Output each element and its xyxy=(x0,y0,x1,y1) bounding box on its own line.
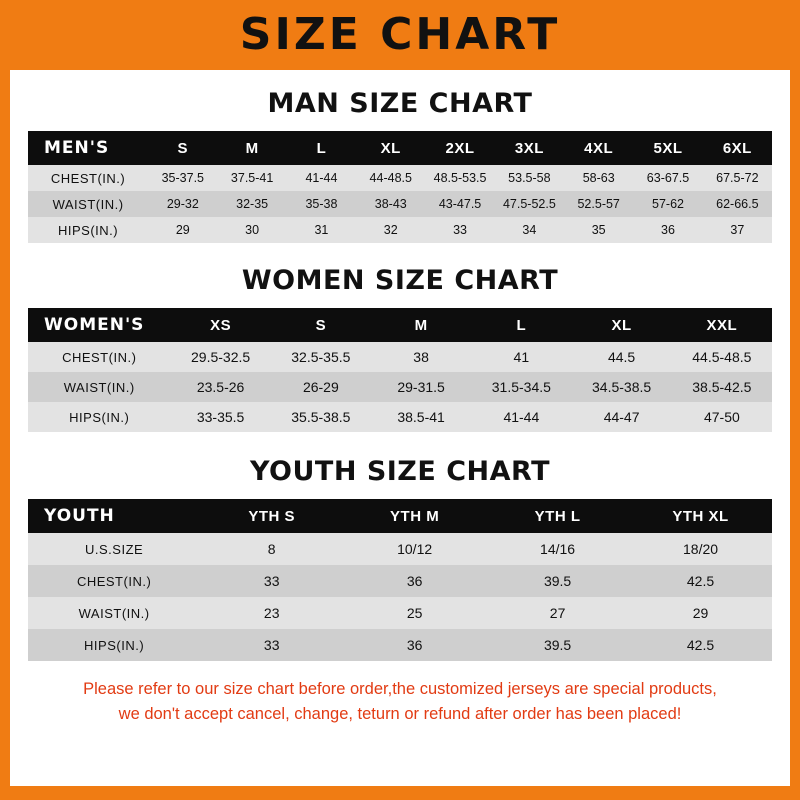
women-row-label: HIPS(IN.) xyxy=(69,409,130,425)
youth-header-cell: YTH S xyxy=(200,499,343,533)
men-table-body xyxy=(28,165,772,243)
women-cell: 38 xyxy=(413,349,429,365)
women-section-title: WOMEN SIZE CHART xyxy=(241,265,559,296)
men-cell: 32-35 xyxy=(236,197,269,211)
men-cell: 31 xyxy=(314,223,329,237)
men-cell: 52.5-57 xyxy=(577,197,620,211)
men-cell: 35-38 xyxy=(305,197,338,211)
men-table-head xyxy=(28,131,772,165)
men-header-cell: 3XL xyxy=(495,131,564,165)
women-table-head xyxy=(28,308,772,342)
youth-size-table xyxy=(28,499,772,661)
women-cell: 29-31.5 xyxy=(397,379,445,395)
women-cell: 38.5-41 xyxy=(397,409,445,425)
women-cell: 47-50 xyxy=(703,409,740,425)
youth-cell: 10/12 xyxy=(397,541,433,557)
youth-cell: 18/20 xyxy=(683,541,719,557)
youth-cell: 27 xyxy=(549,605,566,621)
men-cell: 29-32 xyxy=(166,197,199,211)
women-header-cell: L xyxy=(471,308,571,342)
men-header-label: MEN'S xyxy=(28,131,148,165)
men-cell: 44-48.5 xyxy=(369,171,412,185)
women-row-label: CHEST(IN.) xyxy=(62,349,137,365)
table-row xyxy=(28,597,772,629)
table-row xyxy=(28,629,772,661)
table-row xyxy=(28,165,772,191)
youth-cell: 23 xyxy=(263,605,280,621)
youth-row-label: CHEST(IN.) xyxy=(76,573,152,589)
men-cell: 62-66.5 xyxy=(716,197,759,211)
women-cell: 31.5-34.5 xyxy=(491,379,551,395)
men-header-cell: S xyxy=(148,131,217,165)
youth-cell: 29 xyxy=(692,605,709,621)
youth-cell: 39.5 xyxy=(543,573,572,589)
men-cell: 33 xyxy=(453,223,468,237)
table-row xyxy=(28,402,772,432)
table-row xyxy=(28,533,772,565)
women-cell: 44.5 xyxy=(607,349,636,365)
policy-note-line-2: we don't accept cancel, change, teturn or refund after order has been placed! xyxy=(118,704,682,723)
women-cell: 38.5-42.5 xyxy=(692,379,752,395)
men-cell: 53.5-58 xyxy=(508,171,551,185)
men-header-cell: 6XL xyxy=(703,131,772,165)
women-header-cell: S xyxy=(271,308,371,342)
women-cell: 32.5-35.5 xyxy=(291,349,351,365)
men-cell: 38-43 xyxy=(374,197,407,211)
table-header-row xyxy=(28,131,772,165)
men-row-label: CHEST(IN.) xyxy=(50,170,126,186)
table-header-row xyxy=(28,308,772,342)
man-section-title: MAN SIZE CHART xyxy=(267,88,533,119)
men-cell: 32 xyxy=(383,223,398,237)
women-row-label: WAIST(IN.) xyxy=(63,379,135,395)
women-header-label: WOMEN'S xyxy=(28,308,170,342)
youth-cell: 33 xyxy=(263,573,280,589)
women-cell: 35.5-38.5 xyxy=(291,409,351,425)
men-cell: 37 xyxy=(730,223,745,237)
youth-cell: 39.5 xyxy=(543,637,572,653)
youth-row-label: WAIST(IN.) xyxy=(78,605,150,621)
men-cell: 67.5-72 xyxy=(716,171,759,185)
men-header-cell: 5XL xyxy=(633,131,702,165)
page-banner xyxy=(0,0,800,70)
youth-table-head xyxy=(28,499,772,533)
women-header-cell: XS xyxy=(170,308,270,342)
youth-cell: 8 xyxy=(267,541,276,557)
women-cell: 44-47 xyxy=(603,409,640,425)
men-cell: 41-44 xyxy=(305,171,338,185)
men-header-cell: L xyxy=(287,131,356,165)
youth-row-label: U.S.SIZE xyxy=(85,541,144,557)
table-row xyxy=(28,191,772,217)
table-header-row xyxy=(28,499,772,533)
youth-cell: 36 xyxy=(406,573,423,589)
youth-header-cell: YTH XL xyxy=(629,499,772,533)
youth-header-label: YOUTH xyxy=(28,499,200,533)
men-cell: 34 xyxy=(522,223,537,237)
youth-table-body xyxy=(28,533,772,661)
men-header-cell: M xyxy=(217,131,286,165)
youth-cell: 42.5 xyxy=(686,573,715,589)
page-content xyxy=(10,88,790,727)
women-cell: 33-35.5 xyxy=(196,409,245,425)
women-cell: 41 xyxy=(513,349,530,365)
men-cell: 35 xyxy=(591,223,606,237)
table-row xyxy=(28,565,772,597)
men-cell: 36 xyxy=(661,223,675,237)
women-header-cell: XXL xyxy=(672,308,772,342)
men-cell: 63-67.5 xyxy=(646,171,690,185)
youth-cell: 36 xyxy=(406,637,423,653)
table-row xyxy=(28,217,772,243)
youth-section-title: YOUTH SIZE CHART xyxy=(249,456,551,487)
youth-cell: 25 xyxy=(406,605,423,621)
men-cell: 58-63 xyxy=(582,171,615,185)
table-row xyxy=(28,372,772,402)
men-cell: 43-47.5 xyxy=(438,197,482,211)
men-size-table xyxy=(28,131,772,243)
page-title: SIZE CHART xyxy=(239,9,561,60)
women-cell: 41-44 xyxy=(503,409,540,425)
bottom-accent-strip xyxy=(0,786,800,800)
women-cell: 26-29 xyxy=(302,379,339,395)
men-cell: 48.5-53.5 xyxy=(433,171,487,185)
women-header-cell: M xyxy=(371,308,471,342)
women-cell: 29.5-32.5 xyxy=(191,349,251,365)
men-cell: 37.5-41 xyxy=(230,171,274,185)
women-cell: 34.5-38.5 xyxy=(592,379,652,395)
youth-cell: 33 xyxy=(263,637,280,653)
men-cell: 29 xyxy=(175,223,190,237)
men-cell: 35-37.5 xyxy=(161,171,205,185)
youth-cell: 42.5 xyxy=(686,637,715,653)
men-header-cell: XL xyxy=(356,131,425,165)
men-cell: 30 xyxy=(245,223,260,237)
policy-note-line-1: Please refer to our size chart before order,the customized jerseys are special products, xyxy=(83,680,717,698)
men-header-cell: 4XL xyxy=(564,131,633,165)
policy-note xyxy=(28,677,772,727)
men-row-label: WAIST(IN.) xyxy=(52,196,124,212)
women-size-table xyxy=(28,308,772,432)
women-cell: 23.5-26 xyxy=(196,379,245,395)
table-row xyxy=(28,342,772,372)
youth-row-label: HIPS(IN.) xyxy=(84,637,145,653)
women-header-cell: XL xyxy=(571,308,671,342)
men-cell: 57-62 xyxy=(652,197,684,211)
women-table-body xyxy=(28,342,772,432)
men-header-cell: 2XL xyxy=(425,131,494,165)
women-cell: 44.5-48.5 xyxy=(692,349,752,365)
youth-header-cell: YTH M xyxy=(343,499,486,533)
men-cell: 47.5-52.5 xyxy=(502,197,556,211)
youth-cell: 14/16 xyxy=(540,541,576,557)
youth-header-cell: YTH L xyxy=(486,499,629,533)
men-row-label: HIPS(IN.) xyxy=(58,222,119,238)
